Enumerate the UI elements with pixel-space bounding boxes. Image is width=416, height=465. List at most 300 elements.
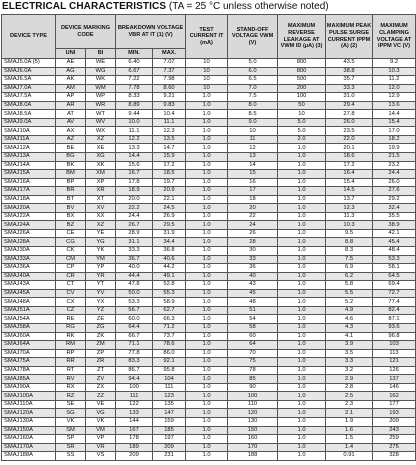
table-row: [2, 341, 416, 350]
cell-vbr-max: 36.8: [153, 247, 186, 256]
table-row: [2, 298, 416, 307]
cell-vbr-max: 31.9: [153, 229, 186, 238]
cell-vbr-max: 34.4: [153, 238, 186, 247]
cell-surge-current: 35.7: [326, 76, 373, 85]
cell-test-current: 10: [186, 67, 228, 76]
cell-standoff-voltage: 54: [228, 315, 278, 324]
cell-uni-code: CG: [56, 238, 86, 247]
cell-clamping-voltage: 11.2: [373, 76, 416, 85]
cell-bi-code: WK: [86, 76, 116, 85]
cell-uni-code: SR: [56, 443, 86, 452]
cell-device-type: SMAJ170A: [2, 443, 56, 452]
cell-device-type: SMAJ30A: [2, 247, 56, 256]
cell-vbr-min: 7.78: [116, 84, 153, 93]
cell-standoff-voltage: 51: [228, 306, 278, 315]
cell-leakage: 1.0: [278, 187, 326, 196]
cell-bi-code: WM: [86, 84, 116, 93]
cell-bi-code: ZX: [86, 383, 116, 392]
cell-standoff-voltage: 6.5: [228, 76, 278, 85]
table-row: [2, 101, 416, 110]
cell-surge-current: 2.5: [326, 392, 373, 401]
cell-leakage: 1.0: [278, 375, 326, 384]
table-row: [2, 383, 416, 392]
cell-vbr-min: 9.44: [116, 110, 153, 119]
cell-test-current: 1.0: [186, 452, 228, 461]
cell-device-type: SMAJ17A: [2, 187, 56, 196]
cell-clamping-voltage: 146: [373, 383, 416, 392]
cell-uni-code: AT: [56, 110, 86, 119]
cell-bi-code: XV: [86, 204, 116, 213]
cell-test-current: 1.0: [186, 195, 228, 204]
cell-surge-current: 2.8: [326, 383, 373, 392]
cell-bi-code: XK: [86, 161, 116, 170]
header-peak-pulse-surge: MAXIMUM PEAK PULSE SURGE CURRENT IPPM (A) (2): [326, 15, 373, 59]
cell-test-current: 1.0: [186, 306, 228, 315]
cell-uni-code: CP: [56, 264, 86, 273]
cell-uni-code: RG: [56, 323, 86, 332]
cell-leakage: 1.0: [278, 178, 326, 187]
cell-standoff-voltage: 40: [228, 272, 278, 281]
table-row: [2, 161, 416, 170]
cell-uni-code: BV: [56, 204, 86, 213]
cell-bi-code: YE: [86, 229, 116, 238]
cell-device-type: SMAJ78A: [2, 366, 56, 375]
cell-uni-code: AE: [56, 59, 86, 68]
table-row: [2, 366, 416, 375]
cell-leakage: 1.0: [278, 349, 326, 358]
cell-bi-code: VG: [86, 409, 116, 418]
cell-vbr-max: 111: [153, 383, 186, 392]
cell-vbr-max: 66.3: [153, 315, 186, 324]
cell-clamping-voltage: 12.0: [373, 84, 416, 93]
cell-uni-code: RE: [56, 315, 86, 324]
cell-device-type: SMAJ130A: [2, 417, 56, 426]
cell-bi-code: YX: [86, 298, 116, 307]
cell-device-type: SMAJ150A: [2, 426, 56, 435]
table-row: [2, 187, 416, 196]
cell-uni-code: AK: [56, 76, 86, 85]
cell-surge-current: 7.5: [326, 255, 373, 264]
cell-vbr-max: 62.7: [153, 306, 186, 315]
cell-device-type: SMAJ54A: [2, 315, 56, 324]
cell-device-type: SMAJ64A: [2, 341, 56, 350]
cell-bi-code: ZV: [86, 375, 116, 384]
cell-test-current: 1.0: [186, 409, 228, 418]
cell-surge-current: 3.2: [326, 366, 373, 375]
cell-standoff-voltage: 75: [228, 358, 278, 367]
cell-vbr-min: 31.1: [116, 238, 153, 247]
cell-clamping-voltage: 259: [373, 435, 416, 444]
cell-vbr-max: 9.83: [153, 101, 186, 110]
cell-device-type: SMAJ110A: [2, 400, 56, 409]
cell-bi-code: WG: [86, 67, 116, 76]
cell-uni-code: BX: [56, 212, 86, 221]
cell-leakage: 1.0: [278, 358, 326, 367]
cell-standoff-voltage: 130: [228, 417, 278, 426]
cell-clamping-voltage: 58.1: [373, 264, 416, 273]
cell-vbr-min: 18.9: [116, 187, 153, 196]
cell-standoff-voltage: 150: [228, 426, 278, 435]
cell-vbr-min: 111: [116, 392, 153, 401]
cell-test-current: 1.0: [186, 247, 228, 256]
cell-vbr-min: 22.2: [116, 204, 153, 213]
cell-vbr-min: 44.4: [116, 272, 153, 281]
cell-device-type: SMAJ90A: [2, 383, 56, 392]
table-row: [2, 67, 416, 76]
cell-vbr-max: 26.9: [153, 212, 186, 221]
cell-test-current: 1.0: [186, 443, 228, 452]
cell-bi-code: ZZ: [86, 392, 116, 401]
cell-test-current: 10: [186, 76, 228, 85]
cell-leakage: 1.0: [278, 255, 326, 264]
cell-uni-code: BE: [56, 144, 86, 153]
cell-vbr-max: 92.1: [153, 358, 186, 367]
cell-leakage: 1.0: [278, 341, 326, 350]
table-row: [2, 76, 416, 85]
cell-vbr-min: 7.22: [116, 76, 153, 85]
cell-uni-code: CZ: [56, 306, 86, 315]
cell-clamping-voltage: 137: [373, 375, 416, 384]
cell-surge-current: 17.2: [326, 161, 373, 170]
cell-surge-current: 20.1: [326, 144, 373, 153]
cell-vbr-min: 10.0: [116, 118, 153, 127]
cell-bi-code: YR: [86, 272, 116, 281]
table-row: [2, 221, 416, 230]
cell-clamping-voltage: 87.1: [373, 315, 416, 324]
cell-leakage: 1.0: [278, 392, 326, 401]
cell-leakage: 1.0: [278, 170, 326, 179]
cell-leakage: 1.0: [278, 315, 326, 324]
table-row: [2, 247, 416, 256]
cell-surge-current: 3.3: [326, 358, 373, 367]
table-row: [2, 452, 416, 461]
cell-uni-code: RP: [56, 349, 86, 358]
cell-clamping-voltage: 121: [373, 358, 416, 367]
cell-surge-current: 26.0: [326, 118, 373, 127]
cell-leakage: 5.0: [278, 127, 326, 136]
cell-clamping-voltage: 53.3: [373, 255, 416, 264]
table-row: [2, 323, 416, 332]
cell-test-current: 1.0: [186, 101, 228, 110]
cell-uni-code: SS: [56, 452, 86, 461]
cell-vbr-max: 40.6: [153, 255, 186, 264]
cell-vbr-max: 104: [153, 375, 186, 384]
cell-device-type: SMAJ8.5A: [2, 110, 56, 119]
cell-surge-current: 12.3: [326, 204, 373, 213]
cell-bi-code: VM: [86, 426, 116, 435]
cell-device-type: SMAJ43A: [2, 281, 56, 290]
cell-bi-code: XE: [86, 144, 116, 153]
cell-surge-current: 8.3: [326, 247, 373, 256]
cell-standoff-voltage: 13: [228, 153, 278, 162]
cell-standoff-voltage: 90: [228, 383, 278, 392]
table-row: [2, 349, 416, 358]
cell-vbr-max: 7.37: [153, 67, 186, 76]
cell-test-current: 1.0: [186, 341, 228, 350]
cell-test-current: 1.0: [186, 383, 228, 392]
title-conditions: (TA = 25 °C unless otherwise noted): [168, 1, 329, 12]
cell-test-current: 1.0: [186, 153, 228, 162]
cell-clamping-voltage: 42.1: [373, 229, 416, 238]
cell-leakage: 1.0: [278, 195, 326, 204]
cell-device-type: SMAJ48A: [2, 298, 56, 307]
cell-clamping-voltage: 64.5: [373, 272, 416, 281]
header-device-type: DEVICE TYPE: [2, 15, 56, 59]
cell-bi-code: XZ: [86, 221, 116, 230]
cell-uni-code: CK: [56, 247, 86, 256]
cell-device-type: SMAJ33A: [2, 255, 56, 264]
cell-uni-code: CV: [56, 289, 86, 298]
cell-surge-current: 3.9: [326, 341, 373, 350]
cell-surge-current: 18.6: [326, 153, 373, 162]
cell-surge-current: 27.8: [326, 110, 373, 119]
cell-standoff-voltage: 5.0: [228, 59, 278, 68]
cell-vbr-min: 71.1: [116, 341, 153, 350]
header-test-current: TEST CURRENT IT (mA): [186, 15, 228, 59]
cell-standoff-voltage: 10: [228, 127, 278, 136]
cell-vbr-max: 8.60: [153, 84, 186, 93]
table-row: [2, 375, 416, 384]
cell-vbr-min: 56.7: [116, 306, 153, 315]
cell-surge-current: 4.9: [326, 306, 373, 315]
cell-device-type: SMAJ7.0A: [2, 84, 56, 93]
cell-leakage: 1.0: [278, 435, 326, 444]
cell-device-type: SMAJ18A: [2, 195, 56, 204]
cell-leakage: 50: [278, 101, 326, 110]
cell-test-current: 1.0: [186, 358, 228, 367]
cell-leakage: 200: [278, 84, 326, 93]
cell-leakage: 1.0: [278, 204, 326, 213]
cell-bi-code: VR: [86, 443, 116, 452]
table-row: [2, 417, 416, 426]
cell-leakage: 2.0: [278, 135, 326, 144]
cell-bi-code: VK: [86, 417, 116, 426]
cell-uni-code: BM: [56, 170, 86, 179]
cell-clamping-voltage: 21.5: [373, 153, 416, 162]
cell-leakage: 1.0: [278, 443, 326, 452]
cell-device-type: SMAJ45A: [2, 289, 56, 298]
cell-clamping-voltage: 14.4: [373, 110, 416, 119]
cell-uni-code: BP: [56, 178, 86, 187]
cell-surge-current: 14.5: [326, 187, 373, 196]
cell-clamping-voltage: 69.4: [373, 281, 416, 290]
cell-clamping-voltage: 10.3: [373, 67, 416, 76]
cell-uni-code: SE: [56, 400, 86, 409]
table-row: [2, 255, 416, 264]
cell-standoff-voltage: 45: [228, 289, 278, 298]
cell-clamping-voltage: 77.4: [373, 298, 416, 307]
cell-uni-code: AV: [56, 118, 86, 127]
cell-vbr-min: 16.7: [116, 170, 153, 179]
cell-leakage: 10: [278, 110, 326, 119]
cell-uni-code: AM: [56, 84, 86, 93]
cell-device-type: SMAJ8.0A: [2, 101, 56, 110]
cell-test-current: 1.0: [186, 144, 228, 153]
cell-test-current: 1.0: [186, 187, 228, 196]
header-uni: UNI: [56, 49, 86, 59]
cell-bi-code: ZR: [86, 358, 116, 367]
cell-test-current: 1.0: [186, 212, 228, 221]
cell-device-type: SMAJ188A: [2, 452, 56, 461]
cell-leakage: 500: [278, 76, 326, 85]
cell-test-current: 1.0: [186, 435, 228, 444]
cell-vbr-max: 159: [153, 417, 186, 426]
cell-surge-current: 8.8: [326, 238, 373, 247]
header-marking-code: DEVICE MARKING CODE: [56, 15, 116, 49]
cell-surge-current: 2.3: [326, 400, 373, 409]
cell-leakage: 1.0: [278, 153, 326, 162]
cell-vbr-max: 17.2: [153, 161, 186, 170]
cell-bi-code: VS: [86, 452, 116, 461]
cell-surge-current: 29.4: [326, 101, 373, 110]
cell-uni-code: SG: [56, 409, 86, 418]
table-row: [2, 435, 416, 444]
cell-bi-code: XT: [86, 195, 116, 204]
cell-bi-code: ZP: [86, 349, 116, 358]
cell-clamping-voltage: 113: [373, 349, 416, 358]
cell-device-type: SMAJ120A: [2, 409, 56, 418]
cell-vbr-min: 40.0: [116, 264, 153, 273]
cell-vbr-min: 17.8: [116, 178, 153, 187]
table-row: [2, 118, 416, 127]
cell-test-current: 1.0: [186, 400, 228, 409]
cell-test-current: 1.0: [186, 298, 228, 307]
cell-test-current: 1.0: [186, 375, 228, 384]
cell-vbr-min: 77.8: [116, 349, 153, 358]
cell-vbr-min: 122: [116, 400, 153, 409]
cell-surge-current: 10.3: [326, 221, 373, 230]
cell-clamping-voltage: 38.9: [373, 221, 416, 230]
cell-bi-code: XP: [86, 178, 116, 187]
table-row: [2, 358, 416, 367]
cell-vbr-max: 231: [153, 452, 186, 461]
cell-surge-current: 16.4: [326, 170, 373, 179]
table-row: [2, 59, 416, 68]
cell-bi-code: YM: [86, 255, 116, 264]
cell-clamping-voltage: 32.4: [373, 204, 416, 213]
cell-uni-code: BK: [56, 161, 86, 170]
cell-surge-current: 11.3: [326, 212, 373, 221]
cell-test-current: 1.0: [186, 221, 228, 230]
cell-uni-code: RZ: [56, 392, 86, 401]
table-row: [2, 392, 416, 401]
table-row: [2, 264, 416, 273]
cell-vbr-min: 94.4: [116, 375, 153, 384]
cell-leakage: 1.0: [278, 298, 326, 307]
cell-vbr-min: 28.9: [116, 229, 153, 238]
cell-bi-code: XM: [86, 170, 116, 179]
cell-standoff-voltage: 30: [228, 247, 278, 256]
cell-surge-current: 2.1: [326, 409, 373, 418]
cell-uni-code: AZ: [56, 135, 86, 144]
cell-uni-code: BR: [56, 187, 86, 196]
cell-vbr-max: 55.3: [153, 289, 186, 298]
table-row: [2, 178, 416, 187]
cell-standoff-voltage: 48: [228, 298, 278, 307]
cell-clamping-voltage: 103: [373, 341, 416, 350]
cell-leakage: 1.0: [278, 409, 326, 418]
cell-vbr-max: 7.07: [153, 59, 186, 68]
cell-clamping-voltage: 17.0: [373, 127, 416, 136]
cell-vbr-max: 24.5: [153, 204, 186, 213]
cell-vbr-max: 185: [153, 426, 186, 435]
cell-device-type: SMAJ15A: [2, 170, 56, 179]
cell-vbr-max: 44.2: [153, 264, 186, 273]
cell-vbr-min: 6.40: [116, 59, 153, 68]
cell-vbr-max: 52.8: [153, 281, 186, 290]
cell-vbr-min: 178: [116, 435, 153, 444]
cell-uni-code: RV: [56, 375, 86, 384]
cell-leakage: 1.0: [278, 238, 326, 247]
cell-leakage: 1.0: [278, 323, 326, 332]
cell-vbr-min: 60.0: [116, 315, 153, 324]
cell-vbr-min: 100: [116, 383, 153, 392]
cell-leakage: 1.0: [278, 281, 326, 290]
cell-clamping-voltage: 9.2: [373, 59, 416, 68]
cell-device-type: SMAJ36A: [2, 264, 56, 273]
cell-vbr-max: 10.4: [153, 110, 186, 119]
header-standoff-voltage: STAND-OFF VOLTAGE VWM (V): [228, 15, 278, 59]
cell-vbr-max: 135: [153, 400, 186, 409]
cell-uni-code: RT: [56, 366, 86, 375]
cell-leakage: 1.0: [278, 452, 326, 461]
cell-standoff-voltage: 60: [228, 332, 278, 341]
cell-leakage: 1.0: [278, 289, 326, 298]
cell-device-type: SMAJ85A: [2, 375, 56, 384]
cell-test-current: 1.0: [186, 93, 228, 102]
cell-clamping-voltage: 96.8: [373, 332, 416, 341]
cell-device-type: SMAJ6.5A: [2, 76, 56, 85]
cell-device-type: SMAJ26A: [2, 229, 56, 238]
cell-test-current: 1.0: [186, 332, 228, 341]
cell-standoff-voltage: 6.0: [228, 67, 278, 76]
cell-device-type: SMAJ11A: [2, 135, 56, 144]
cell-device-type: SMAJ10A: [2, 127, 56, 136]
cell-surge-current: 22.0: [326, 135, 373, 144]
cell-vbr-max: 14.7: [153, 144, 186, 153]
cell-leakage: 800: [278, 67, 326, 76]
cell-surge-current: 1.4: [326, 443, 373, 452]
cell-uni-code: RR: [56, 358, 86, 367]
cell-clamping-voltage: 93.6: [373, 323, 416, 332]
cell-surge-current: 1.9: [326, 417, 373, 426]
cell-standoff-voltage: 170: [228, 443, 278, 452]
table-row: [2, 409, 416, 418]
cell-vbr-max: 86.0: [153, 349, 186, 358]
cell-vbr-max: 18.5: [153, 170, 186, 179]
cell-device-type: SMAJ100A: [2, 392, 56, 401]
cell-device-type: SMAJ16A: [2, 178, 56, 187]
cell-test-current: 1.0: [186, 417, 228, 426]
cell-clamping-voltage: 27.6: [373, 187, 416, 196]
cell-test-current: 1.0: [186, 281, 228, 290]
header-min: MIN.: [116, 49, 153, 59]
cell-standoff-voltage: 26: [228, 229, 278, 238]
cell-bi-code: ZG: [86, 323, 116, 332]
cell-vbr-max: 95.8: [153, 366, 186, 375]
cell-standoff-voltage: 28: [228, 238, 278, 247]
cell-leakage: 1.0: [278, 426, 326, 435]
cell-vbr-min: 24.4: [116, 212, 153, 221]
cell-device-type: SMAJ7.5A: [2, 93, 56, 102]
table-row: [2, 110, 416, 119]
cell-clamping-voltage: 29.2: [373, 195, 416, 204]
cell-leakage: 1.0: [278, 247, 326, 256]
cell-device-type: SMAJ58A: [2, 323, 56, 332]
cell-standoff-voltage: 7.0: [228, 84, 278, 93]
cell-vbr-min: 26.7: [116, 221, 153, 230]
cell-uni-code: AP: [56, 93, 86, 102]
